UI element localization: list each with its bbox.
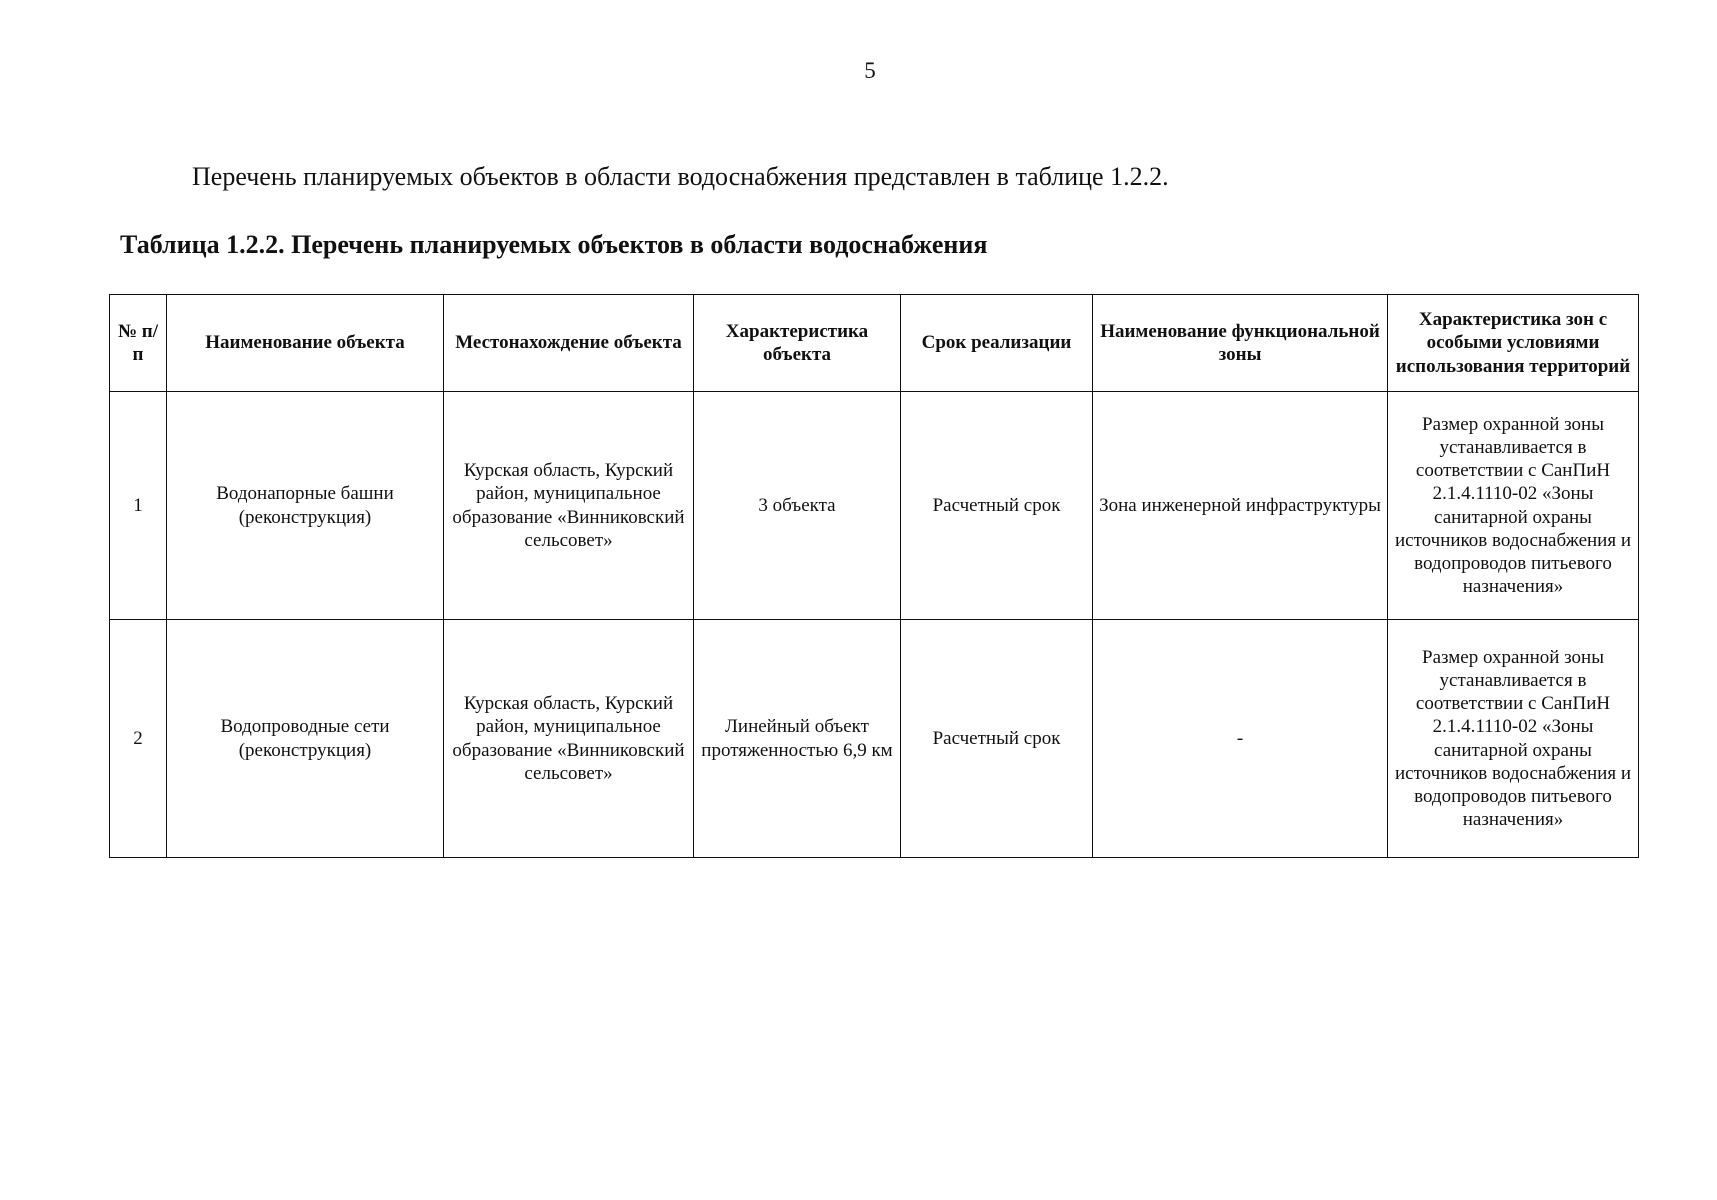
- cell-number: 1: [110, 392, 167, 620]
- cell-object-name: Водопроводные сети (реконструкция): [167, 620, 444, 858]
- header-characteristic: Характеристика объекта: [694, 295, 901, 392]
- table-caption: Таблица 1.2.2. Перечень планируемых объектов в области водоснабжения: [120, 230, 988, 259]
- cell-term: Расчетный срок: [901, 620, 1093, 858]
- cell-characteristic: 3 объекта: [694, 392, 901, 620]
- cell-term: Расчетный срок: [901, 392, 1093, 620]
- table-row: [110, 392, 1639, 620]
- cell-functional-zone: -: [1093, 620, 1388, 858]
- cell-special-zone: Размер охранной зоны устанавливается в соответствии с СанПиН 2.1.4.1110-02 «Зоны санитарной охраны источников водоснабжения и водопроводов питьевого назначения»: [1388, 620, 1639, 858]
- header-special-zone: Характеристика зон с особыми условиями использования территорий: [1388, 295, 1639, 392]
- cell-location: Курская область, Курский район, муниципальное образование «Винниковский сельсовет»: [444, 392, 694, 620]
- header-object-name: Наименование объекта: [167, 295, 444, 392]
- cell-location: Курская область, Курский район, муниципальное образование «Винниковский сельсовет»: [444, 620, 694, 858]
- page-number: 5: [864, 58, 876, 83]
- planned-objects-table: [109, 294, 1639, 858]
- cell-functional-zone: Зона инженерной инфраструктуры: [1093, 392, 1388, 620]
- cell-special-zone: Размер охранной зоны устанавливается в соответствии с СанПиН 2.1.4.1110-02 «Зоны санитарной охраны источников водоснабжения и водопроводов питьевого назначения»: [1388, 392, 1639, 620]
- table-header-row: [110, 295, 1639, 392]
- header-term: Срок реализации: [901, 295, 1093, 392]
- header-functional-zone: Наименование функциональной зоны: [1093, 295, 1388, 392]
- header-number: № п/п: [110, 295, 167, 392]
- cell-object-name: Водонапорные башни (реконструкция): [167, 392, 444, 620]
- cell-characteristic: Линейный объект протяженностью 6,9 км: [694, 620, 901, 858]
- header-location: Местонахождение объекта: [444, 295, 694, 392]
- intro-paragraph: Перечень планируемых объектов в области водоснабжения представлен в таблице 1.2.2.: [192, 162, 1169, 191]
- table-row: [110, 620, 1639, 858]
- cell-number: 2: [110, 620, 167, 858]
